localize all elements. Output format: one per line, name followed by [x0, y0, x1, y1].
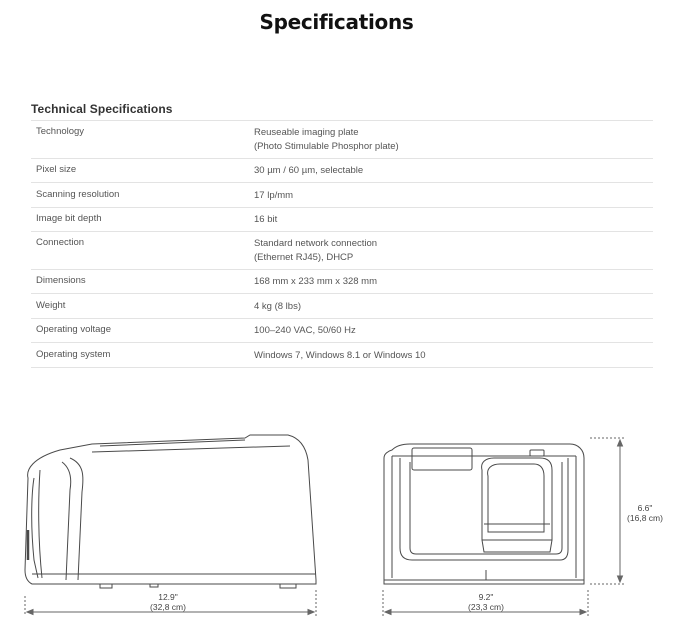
spec-label: Dimensions: [36, 275, 86, 286]
side-width-inch: 12.9": [158, 592, 178, 602]
spec-value-line: 17 lp/mm: [254, 189, 294, 201]
spec-value-line: Standard network connection: [254, 238, 378, 249]
spec-label: Technology: [36, 126, 85, 137]
page-title: Specifications: [259, 10, 414, 34]
spec-label: Operating system: [36, 348, 111, 360]
front-height-dimension: [590, 438, 624, 584]
spec-value-line: Reuseable imaging plate: [254, 127, 359, 138]
spec-value-line: 16 bit: [254, 214, 278, 225]
spec-value-line: Windows 7, Windows 8.1 or Windows 10: [254, 349, 426, 361]
side-width-label: [138, 592, 198, 612]
spec-value-line: (Photo Stimulable Phosphor plate): [254, 140, 399, 152]
front-width-inch: 9.2": [478, 592, 494, 602]
front-view-drawing: [384, 444, 584, 584]
spec-label: Weight: [36, 299, 66, 311]
side-view-drawing: [25, 435, 316, 588]
spec-value-line: (Ethernet RJ45), DHCP: [254, 251, 354, 263]
spec-value-line: 30 µm / 60 µm, selectable: [254, 165, 364, 176]
section-title: Technical Specifications: [31, 102, 173, 116]
spec-label: Operating voltage: [36, 324, 111, 335]
spec-value-line: 100–240 VAC, 50/60 Hz: [254, 325, 356, 336]
side-width-cm: (32,8 cm): [150, 602, 186, 612]
front-height-inch: 6.6": [637, 503, 653, 513]
spec-label: Image bit depth: [36, 213, 102, 224]
front-width-label: [456, 592, 516, 612]
spec-label: Connection: [36, 237, 85, 248]
front-height-label: [622, 503, 668, 523]
front-height-cm: (16,8 cm): [627, 513, 663, 523]
spec-label: Scanning resolution: [36, 188, 120, 200]
front-width-cm: (23,3 cm): [468, 602, 504, 612]
spec-value-line: 4 kg (8 lbs): [254, 300, 301, 312]
spec-label: Pixel size: [36, 164, 77, 175]
spec-value-line: 168 mm x 233 mm x 328 mm: [254, 276, 378, 287]
